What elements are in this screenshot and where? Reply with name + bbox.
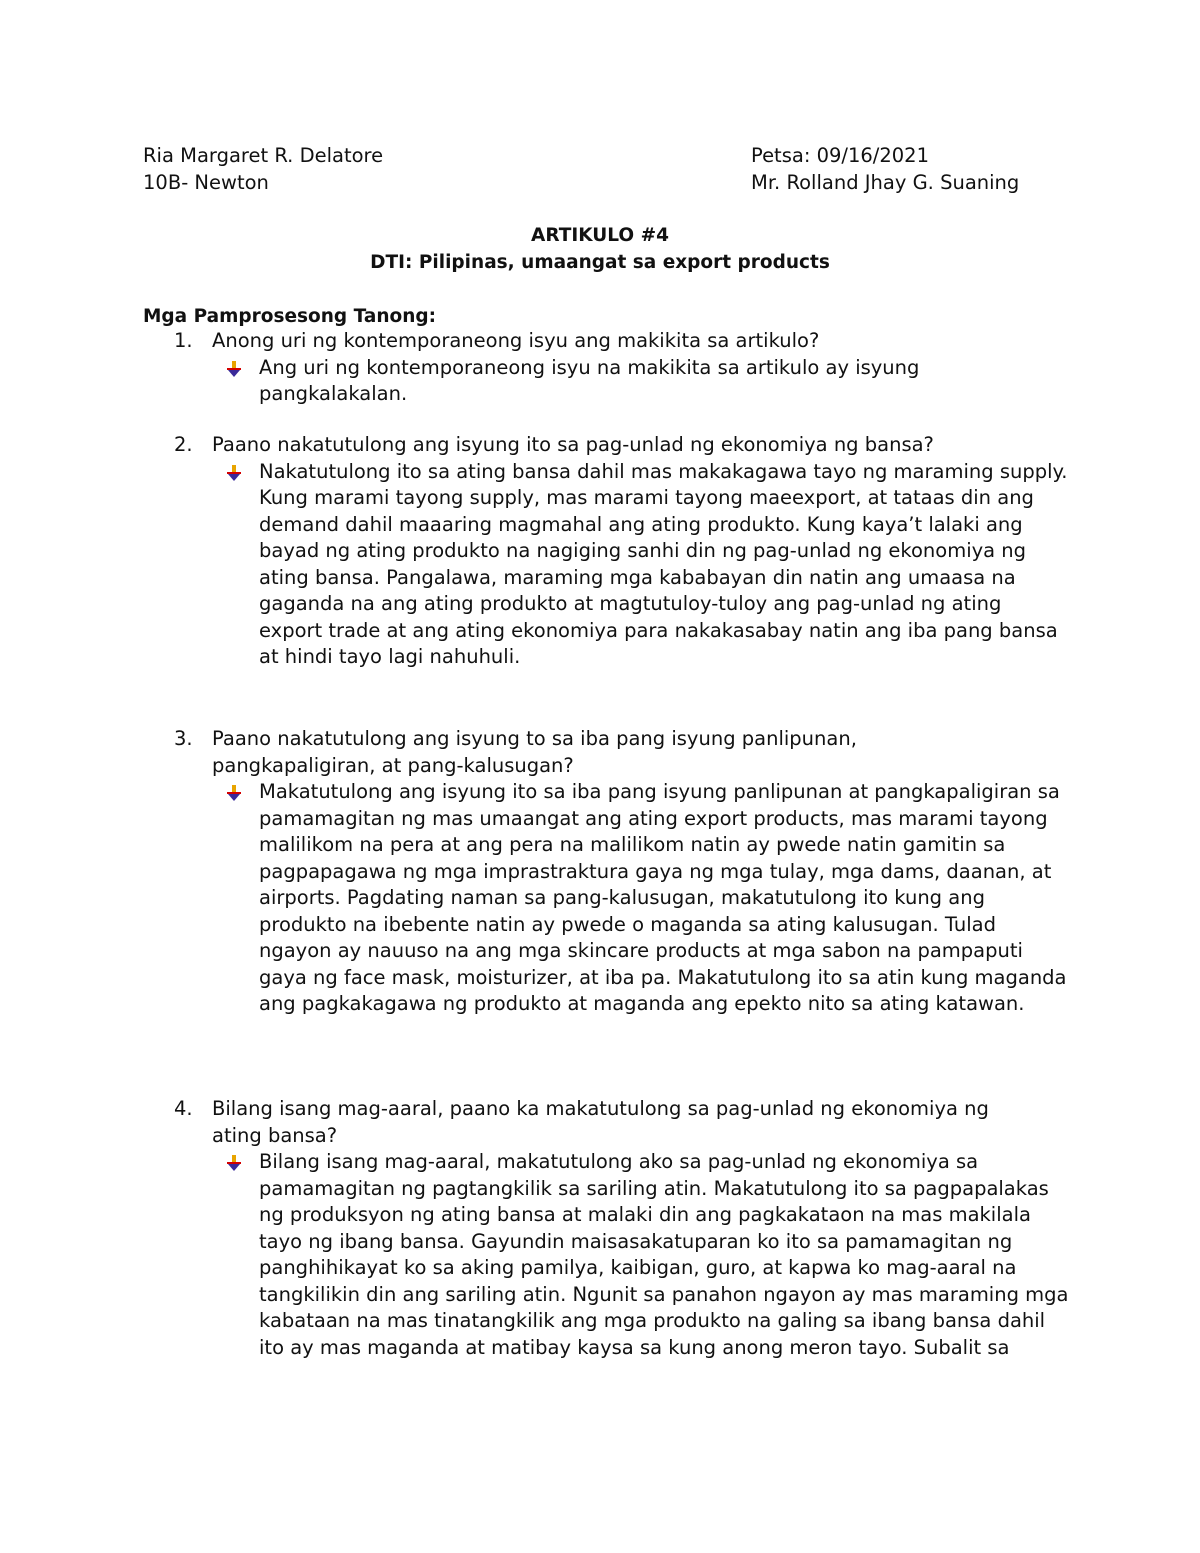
- answer-text: Makatutulong ang isyung ito sa iba pang isyung panlipunan at pangkapaligiran sa pamamagitan ng mas umaangat ang ating export products, mas marami tayong malilikom na pera at ang pera na malilikom natin ay pwede natin gamitin sa pagpapagawa ng mga imprastraktura gaya ng mga tulay, mga dams, daanan, at airports. Pagdating naman sa pang-kalusugan, makatutulong ito kung ang produkto na ibebente natin ay pwede o maganda sa ating kalusugan. Tulad ngayon ay nauuso na ang mga skincare products at mga sabon na pampaputi gaya ng face mask, moisturizer, at iba pa. Makatutulong ito sa atin kung maganda ang pagkakagawa ng produkto at maganda ang epekto nito sa ating katawan.: [259, 780, 1067, 1015]
- question-text: Paano nakatutulong ang isyung ito sa pag-unlad ng ekonomiya ng bansa?: [212, 433, 934, 456]
- article-number: ARTIKULO #4: [531, 225, 669, 246]
- question-number: 2.: [174, 433, 193, 456]
- question-number: 3.: [174, 727, 193, 750]
- question-line: [143, 726, 1043, 779]
- header-row-2: [143, 169, 1043, 196]
- arrow-down-bullet-icon: [226, 1155, 242, 1171]
- header-row-1: [143, 142, 1043, 169]
- question-text: Bilang isang mag-aaral, paano ka makatutulong sa pag-unlad ng ekonomiya ng ating bansa?: [212, 1097, 989, 1147]
- answer-text: Ang uri ng kontemporaneong isyu na makikita sa artikulo ay isyung pangkalakalan.: [259, 355, 920, 405]
- question-item-1: [143, 328, 1043, 408]
- question-item-3: [143, 726, 1067, 1018]
- guide-questions-heading: Mga Pamprosesong Tanong:: [143, 306, 437, 327]
- question-number: 1.: [174, 329, 193, 352]
- answer-block: [143, 779, 1067, 1018]
- arrow-down-bullet-icon: [226, 785, 242, 801]
- date: Petsa: 09/16/2021: [751, 144, 929, 167]
- question-line: [143, 1096, 1043, 1149]
- teacher: Mr. Rolland Jhay G. Suaning: [751, 171, 1020, 194]
- arrow-down-bullet-icon: [226, 465, 242, 481]
- answer-block: [143, 459, 1068, 671]
- document-header: [143, 142, 1043, 196]
- question-line: [143, 328, 1043, 355]
- arrow-down-bullet-icon: [226, 361, 242, 377]
- question-item-4: [143, 1096, 1069, 1361]
- question-line: [143, 432, 1043, 459]
- article-titles: [0, 222, 1200, 276]
- article-title: DTI: Pilipinas, umaangat sa export products: [370, 252, 830, 273]
- answer-text: Bilang isang mag-aaral, makatutulong ako sa pag-unlad ng ekonomiya sa pamamagitan ng pagtangkilik sa sariling atin. Makatutulong ito sa pagpapalakas ng produksyon ng ating bansa at malaki din ang pagkakataon na mas makilala tayo ng ibang bansa. Gayundin maisasakatuparan ko ito sa pamamagitan ng panghihikayat ko sa aking pamilya, kaibigan, guro, at kapwa ko mag-aaral na tangkilikin din ang sariling atin. Ngunit sa panahon ngayon ay mas maraming mga kabataan na mas tinatangkilik ang mga produkto na galing sa ibang bansa dahil ito ay mas maganda at matibay kaysa sa kung anong meron tayo. Subalit sa: [259, 1150, 1069, 1359]
- answer-block: [143, 355, 1043, 408]
- section: 10B- Newton: [143, 171, 269, 194]
- question-number: 4.: [174, 1097, 193, 1120]
- question-text: Anong uri ng kontemporaneong isyu ang makikita sa artikulo?: [212, 329, 820, 352]
- answer-text: Nakatutulong ito sa ating bansa dahil mas makakagawa tayo ng maraming supply. Kung marami tayong supply, mas marami tayong maeexport, at tataas din ang demand dahil maaaring magmahal ang ating produkto. Kung kaya’t lalaki ang bayad ng ating produkto na nagiging sanhi din ng pag-unlad ng ekonomiya ng ating bansa. Pangalawa, maraming mga kababayan din natin ang umaasa na gaganda na ang ating produkto at magtutuloy-tuloy ang pag-unlad ng ating export trade at ang ating ekonomiya para nakakasabay natin ang iba pang bansa at hindi tayo lagi nahuhuli.: [259, 459, 1068, 668]
- student-name: Ria Margaret R. Delatore: [143, 144, 384, 167]
- answer-block: [143, 1149, 1069, 1361]
- question-text: Paano nakatutulong ang isyung to sa iba pang isyung panlipunan, pangkapaligiran, at pang-kalusugan?: [212, 727, 857, 777]
- question-item-2: [143, 432, 1068, 671]
